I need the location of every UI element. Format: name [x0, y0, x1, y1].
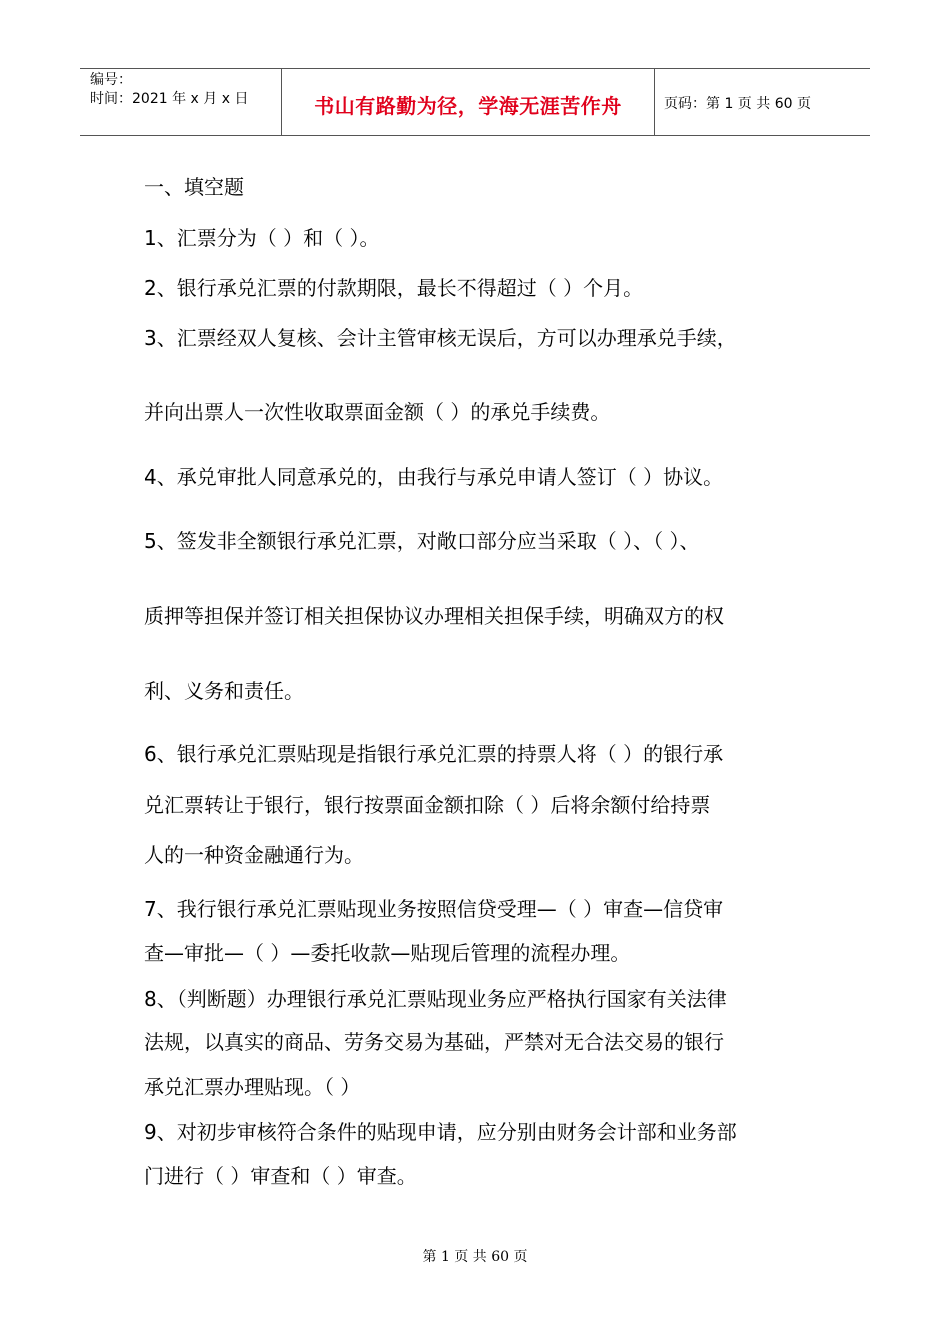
question-line: 9、对初步审核符合条件的贴现申请，应分别由财务会计部和业务部: [144, 1120, 737, 1144]
question-line: 承兑汇票办理贴现。（ ）: [144, 1075, 361, 1099]
question-line: 查—审批—（ ）—委托收款—贴现后管理的流程办理。: [144, 941, 631, 965]
header-bottom-rule: [80, 135, 870, 136]
header-top-rule: [80, 68, 870, 69]
question-line: 2、银行承兑汇票的付款期限，最长不得超过（ ）个月。: [144, 276, 644, 300]
section-title: 一、填空题: [144, 175, 244, 199]
serial-label: 编号：: [90, 72, 132, 88]
question-line: 利、义务和责任。: [144, 679, 304, 703]
question-line: 质押等担保并签订相关担保协议办理相关担保手续，明确双方的权: [144, 604, 724, 628]
question-line: 6、银行承兑汇票贴现是指银行承兑汇票的持票人将（ ）的银行承: [144, 742, 724, 766]
header-motto: 书山有路勤为径，学海无涯苦作舟: [314, 94, 622, 118]
question-line: 3、汇票经双人复核、会计主管审核无误后，方可以办理承兑手续，: [144, 326, 737, 350]
question-line: 7、我行银行承兑汇票贴现业务按照信贷受理—（ ）审查—信贷审: [144, 897, 724, 921]
date-label: 时间：2021 年 x 月 x 日: [90, 91, 249, 107]
question-line: 法规，以真实的商品、劳务交易为基础，严禁对无合法交易的银行: [144, 1030, 724, 1054]
question-line: 并向出票人一次性收取票面金额（ ）的承兑手续费。: [144, 400, 611, 424]
question-line: 8、（判断题）办理银行承兑汇票贴现业务应严格执行国家有关法律: [144, 987, 727, 1011]
header-divider-right: [654, 68, 655, 136]
question-line: 兑汇票转让于银行，银行按票面金额扣除（ ）后将余额付给持票: [144, 793, 711, 817]
footer-page-number: 第 1 页 共 60 页: [422, 1249, 528, 1265]
question-line: 人的一种资金融通行为。: [144, 843, 364, 867]
question-line: 5、签发非全额银行承兑汇票，对敞口部分应当采取（ ）、（ ）、: [144, 529, 700, 553]
question-line: 1、汇票分为（ ）和（ ）。: [144, 226, 380, 250]
header-page-info: 页码：第 1 页 共 60 页: [664, 96, 811, 112]
header-info: [90, 71, 248, 109]
question-line: 门进行（ ）审查和（ ）审查。: [144, 1164, 417, 1188]
question-line: 4、承兑审批人同意承兑的，由我行与承兑申请人签订（ ）协议。: [144, 465, 724, 489]
